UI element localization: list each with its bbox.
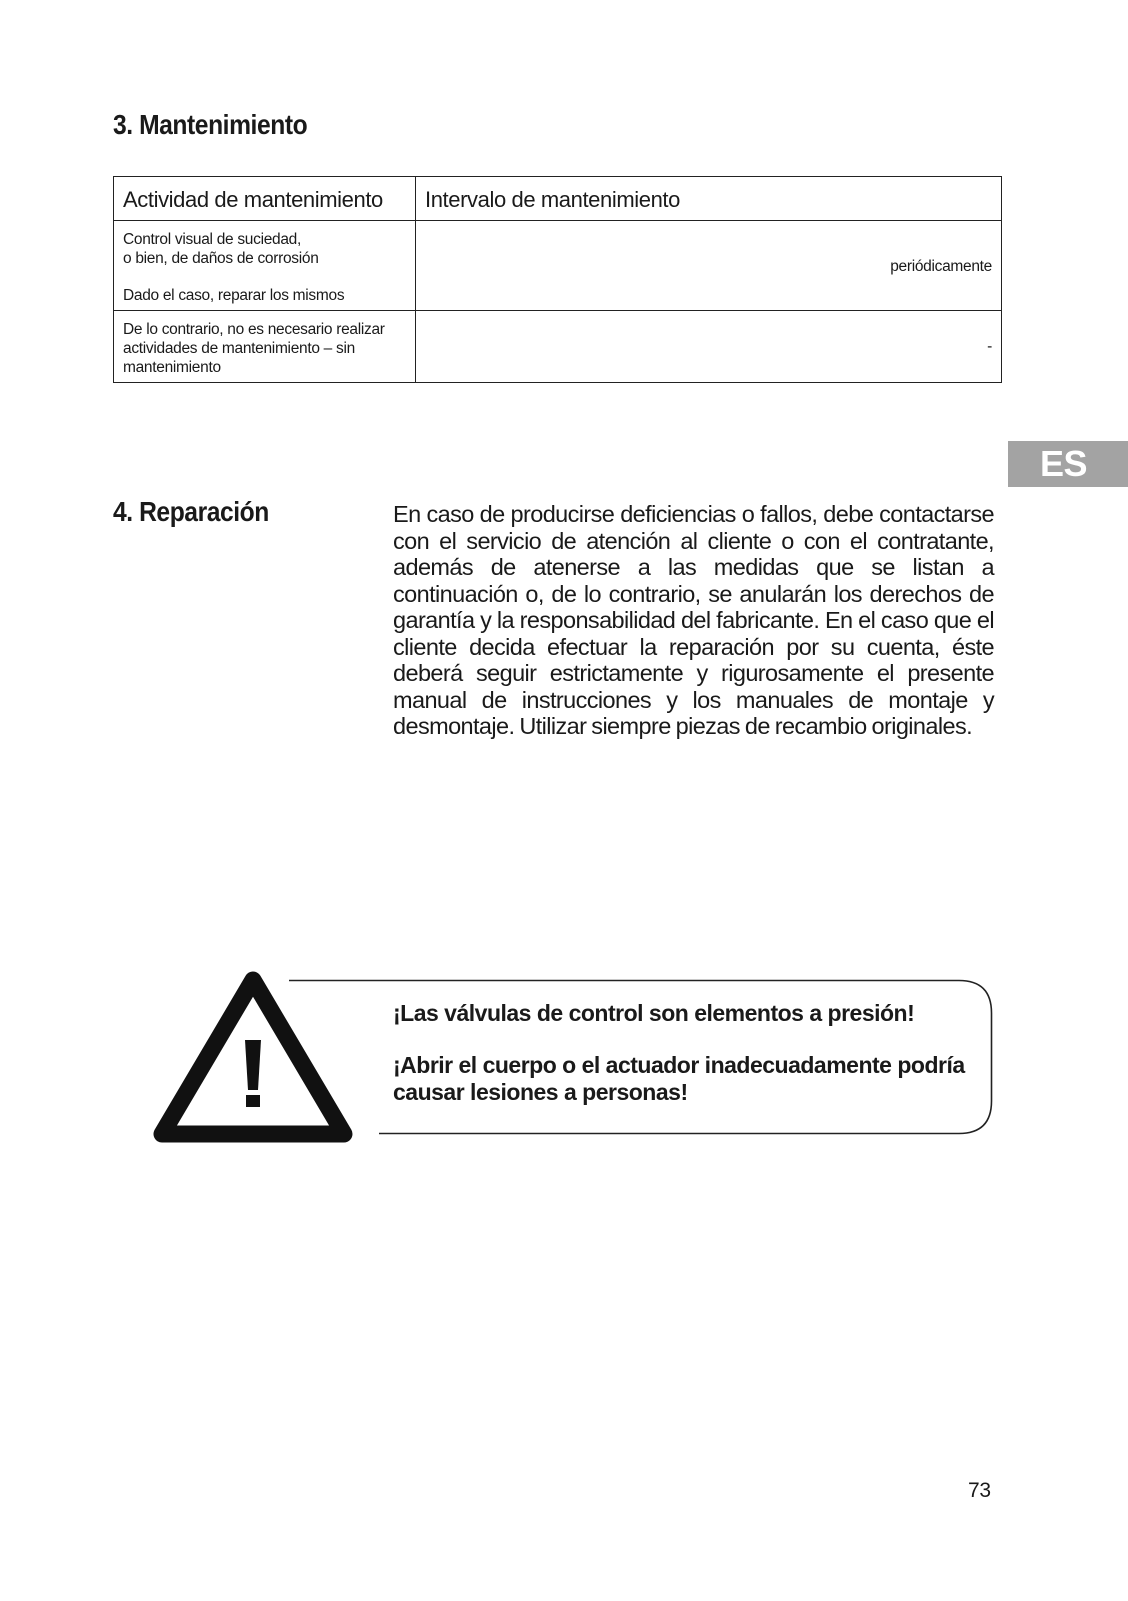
activity-line: Dado el caso, reparar los mismos — [123, 287, 345, 304]
table-row — [114, 221, 1002, 311]
activity-line: mantenimiento — [123, 359, 221, 376]
table-header-activity: Actividad de mantenimiento — [114, 177, 416, 221]
activity-line: Control visual de suciedad, — [123, 231, 302, 248]
table-cell-interval — [416, 311, 1002, 383]
table-cell-activity — [114, 221, 416, 311]
interval-value: - — [987, 338, 992, 355]
maintenance-table — [113, 176, 1002, 383]
activity-line: actividades de mantenimiento – sin — [123, 340, 355, 357]
table-row — [114, 311, 1002, 383]
section-title-maintenance: 3. Mantenimiento — [113, 109, 308, 140]
activity-line: De lo contrario, no es necesario realizar — [123, 321, 385, 338]
interval-value: periódicamente — [890, 258, 992, 275]
language-tab: ES — [1008, 441, 1128, 487]
repair-paragraph: En caso de producirse deficiencias o fallos, debe contactarse con el servicio de atención al cliente o con el contratante, además de atenerse a las medidas que se listan a continuación o, de lo contrario, se anularán los derechos de garantía y la responsabilidad del fabricante. En el caso que el cliente decida efectuar la reparación por su cuenta, éste deberá seguir estrictamente y rigurosamente el presente manual de instrucciones y los manuales de montaje y desmontaje. Utilizar siempre piezas de recambio originales. — [393, 501, 994, 739]
warning-message — [393, 1000, 983, 1106]
table-cell-activity — [114, 311, 416, 383]
warning-line-pressure: ¡Las válvulas de control son elementos a presión! — [393, 1000, 915, 1026]
table-header-row — [114, 177, 1002, 221]
warning-line-injury: ¡Abrir el cuerpo o el actuador inadecuadamente podría causar lesiones a personas! — [393, 1052, 965, 1105]
section-title-repair: 4. Reparación — [113, 496, 269, 527]
table-cell-interval — [416, 221, 1002, 311]
activity-line: o bien, de daños de corrosión — [123, 250, 319, 267]
page-number: 73 — [968, 1479, 991, 1502]
table-header-interval: Intervalo de mantenimiento — [416, 177, 1002, 221]
